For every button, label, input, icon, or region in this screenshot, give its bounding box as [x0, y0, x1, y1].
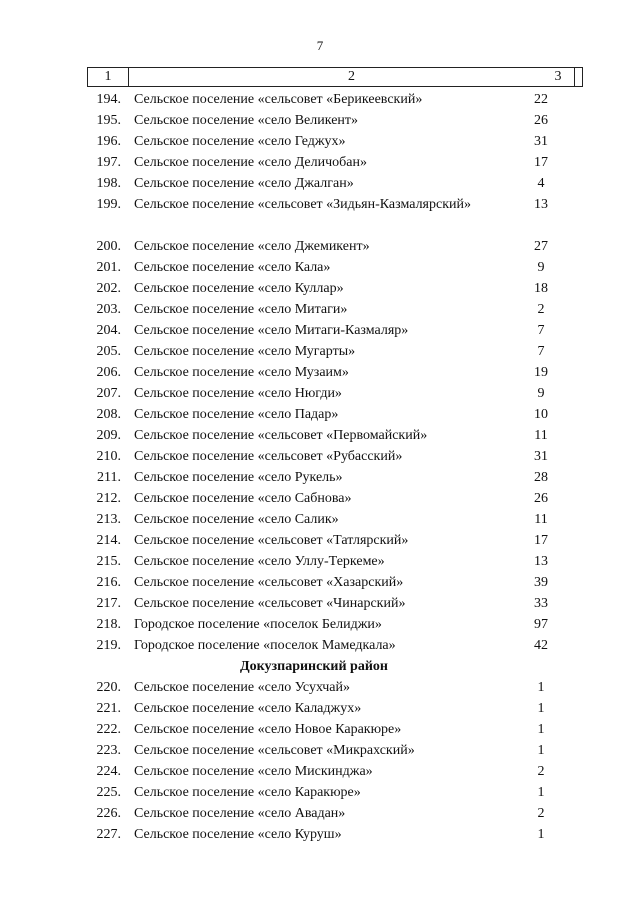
row-number: 225. — [96, 785, 121, 800]
row-number: 218. — [96, 617, 121, 632]
row-number: 204. — [96, 323, 121, 338]
settlement-value: 9 — [537, 386, 545, 401]
table-row — [87, 467, 583, 488]
settlement-name: Сельское поселение «село Джалган» — [134, 176, 354, 191]
settlement-name: Сельское поселение «сельсовет «Первомайский» — [134, 428, 428, 443]
settlement-value: 10 — [534, 407, 548, 422]
table-row — [87, 278, 583, 299]
settlement-value: 7 — [537, 344, 545, 359]
settlement-name: Сельское поселение «село Усухчай» — [134, 680, 351, 695]
settlement-value: 11 — [534, 428, 548, 443]
row-number: 226. — [96, 806, 121, 821]
settlement-value: 7 — [537, 323, 545, 338]
settlement-name: Сельское поселение «село Джемикент» — [134, 239, 370, 254]
table-row — [87, 572, 583, 593]
row-number: 227. — [96, 827, 121, 842]
settlement-value: 31 — [534, 134, 548, 149]
settlement-value: 1 — [537, 827, 545, 842]
table-row — [87, 446, 583, 467]
settlement-value: 17 — [534, 155, 548, 170]
table-row — [87, 404, 583, 425]
table-row — [87, 803, 583, 824]
row-number: 198. — [96, 176, 121, 191]
section-heading: Докузпаринский район — [240, 659, 388, 674]
row-number: 224. — [96, 764, 121, 779]
row-number: 214. — [96, 533, 121, 548]
settlement-value: 1 — [537, 743, 545, 758]
settlement-value: 2 — [537, 302, 545, 317]
settlement-value: 22 — [534, 92, 548, 107]
row-number: 223. — [96, 743, 121, 758]
settlement-value: 9 — [537, 260, 545, 275]
row-number: 215. — [96, 554, 121, 569]
table-row — [87, 782, 583, 803]
table-row — [87, 299, 583, 320]
table-row — [87, 509, 583, 530]
settlement-name: Сельское поселение «сельсовет «Рубасский» — [134, 449, 403, 464]
table-row — [87, 488, 583, 509]
row-number: 210. — [96, 449, 121, 464]
settlement-name: Сельское поселение «село Каладжух» — [134, 701, 362, 716]
table-row — [87, 131, 583, 152]
table-row — [87, 173, 583, 194]
settlement-value: 2 — [537, 806, 545, 821]
row-number: 199. — [96, 197, 121, 212]
table-row — [87, 257, 583, 278]
row-number: 211. — [97, 470, 121, 485]
settlement-value: 13 — [534, 197, 548, 212]
table-row — [87, 89, 583, 110]
settlement-value: 28 — [534, 470, 548, 485]
row-number: 197. — [96, 155, 121, 170]
settlement-name: Сельское поселение «село Мискинджа» — [134, 764, 373, 779]
table-row — [87, 635, 583, 656]
table-row — [87, 677, 583, 698]
settlement-value: 33 — [534, 596, 548, 611]
settlement-value: 39 — [534, 575, 548, 590]
table-row — [87, 761, 583, 782]
settlement-name: Сельское поселение «село Салик» — [134, 512, 339, 527]
settlement-value: 1 — [537, 680, 545, 695]
settlement-value: 1 — [537, 722, 545, 737]
settlement-name: Сельское поселение «село Музаим» — [134, 365, 349, 380]
table-row — [87, 362, 583, 383]
settlement-value: 11 — [534, 512, 548, 527]
row-number: 212. — [96, 491, 121, 506]
settlement-value: 19 — [534, 365, 548, 380]
table-row — [87, 236, 583, 257]
row-number: 201. — [96, 260, 121, 275]
settlement-value: 42 — [534, 638, 548, 653]
row-number: 219. — [96, 638, 121, 653]
settlement-name: Сельское поселение «село Сабнова» — [134, 491, 352, 506]
row-number: 209. — [96, 428, 121, 443]
table-row — [87, 530, 583, 551]
settlement-name: Сельское поселение «село Каракюре» — [134, 785, 361, 800]
table-row — [87, 614, 583, 635]
table-row — [87, 341, 583, 362]
header-col-number: 1 — [88, 68, 129, 86]
settlement-value: 18 — [534, 281, 548, 296]
settlement-value: 2 — [537, 764, 545, 779]
settlement-value: 17 — [534, 533, 548, 548]
row-number: 203. — [96, 302, 121, 317]
header-col-name: 2 — [129, 68, 575, 86]
settlement-name: Сельское поселение «сельсовет «Зидьян-Казмалярский» — [134, 197, 471, 212]
row-number: 200. — [96, 239, 121, 254]
settlement-value: 26 — [534, 491, 548, 506]
header-col-value: 3 — [554, 69, 562, 84]
settlement-name: Сельское поселение «село Митаги-Казмаляр» — [134, 323, 409, 338]
table-row — [87, 110, 583, 131]
row-number: 194. — [96, 92, 121, 107]
settlement-value: 97 — [534, 617, 548, 632]
settlement-value: 1 — [537, 701, 545, 716]
settlement-name: Сельское поселение «село Новое Каракюре» — [134, 722, 402, 737]
settlement-value: 13 — [534, 554, 548, 569]
settlement-name: Сельское поселение «село Нюгди» — [134, 386, 342, 401]
page-number: 7 — [316, 38, 324, 53]
settlement-name: Сельское поселение «село Падар» — [134, 407, 339, 422]
table-row — [87, 152, 583, 173]
settlement-value: 27 — [534, 239, 548, 254]
table-row — [87, 425, 583, 446]
row-number: 208. — [96, 407, 121, 422]
row-number: 220. — [96, 680, 121, 695]
settlement-name: Сельское поселение «село Авадан» — [134, 806, 346, 821]
row-number: 216. — [96, 575, 121, 590]
settlement-value: 26 — [534, 113, 548, 128]
settlement-name: Сельское поселение «село Деличобан» — [134, 155, 367, 170]
row-number: 222. — [96, 722, 121, 737]
settlement-name: Сельское поселение «село Мугарты» — [134, 344, 356, 359]
settlement-name: Сельское поселение «село Геджух» — [134, 134, 346, 149]
settlement-name: Сельское поселение «сельсовет «Татлярский» — [134, 533, 409, 548]
table-row — [87, 383, 583, 404]
settlement-name: Городское поселение «поселок Белиджи» — [134, 617, 382, 632]
row-number: 196. — [96, 134, 121, 149]
table-row — [87, 824, 583, 845]
settlement-name: Сельское поселение «сельсовет «Микрахский» — [134, 743, 415, 758]
settlement-name: Сельское поселение «сельсовет «Берикеевский» — [134, 92, 423, 107]
row-number: 213. — [96, 512, 121, 527]
row-number: 207. — [96, 386, 121, 401]
row-number: 221. — [96, 701, 121, 716]
settlement-name: Сельское поселение «село Куруш» — [134, 827, 342, 842]
settlement-name: Сельское поселение «село Митаги» — [134, 302, 348, 317]
settlement-name: Сельское поселение «село Кала» — [134, 260, 331, 275]
settlement-name: Сельское поселение «сельсовет «Чинарский» — [134, 596, 406, 611]
row-number: 217. — [96, 596, 121, 611]
row-number: 206. — [96, 365, 121, 380]
settlement-name: Городское поселение «поселок Мамедкала» — [134, 638, 396, 653]
table-body — [87, 89, 583, 845]
settlement-name: Сельское поселение «сельсовет «Хазарский» — [134, 575, 404, 590]
row-number: 205. — [96, 344, 121, 359]
settlement-name: Сельское поселение «село Уллу-Теркеме» — [134, 554, 385, 569]
settlement-value: 4 — [537, 176, 545, 191]
table-row — [87, 740, 583, 761]
row-number: 195. — [96, 113, 121, 128]
row-number: 202. — [96, 281, 121, 296]
table-row — [87, 593, 583, 614]
table-row — [87, 551, 583, 572]
table-row — [87, 320, 583, 341]
settlement-name: Сельское поселение «село Великент» — [134, 113, 359, 128]
settlement-name: Сельское поселение «село Рукель» — [134, 470, 343, 485]
table-row — [87, 194, 583, 236]
settlement-value: 31 — [534, 449, 548, 464]
table-row — [87, 698, 583, 719]
table-row — [87, 719, 583, 740]
settlement-name: Сельское поселение «село Куллар» — [134, 281, 344, 296]
table-header — [87, 67, 583, 87]
settlement-value: 1 — [537, 785, 545, 800]
